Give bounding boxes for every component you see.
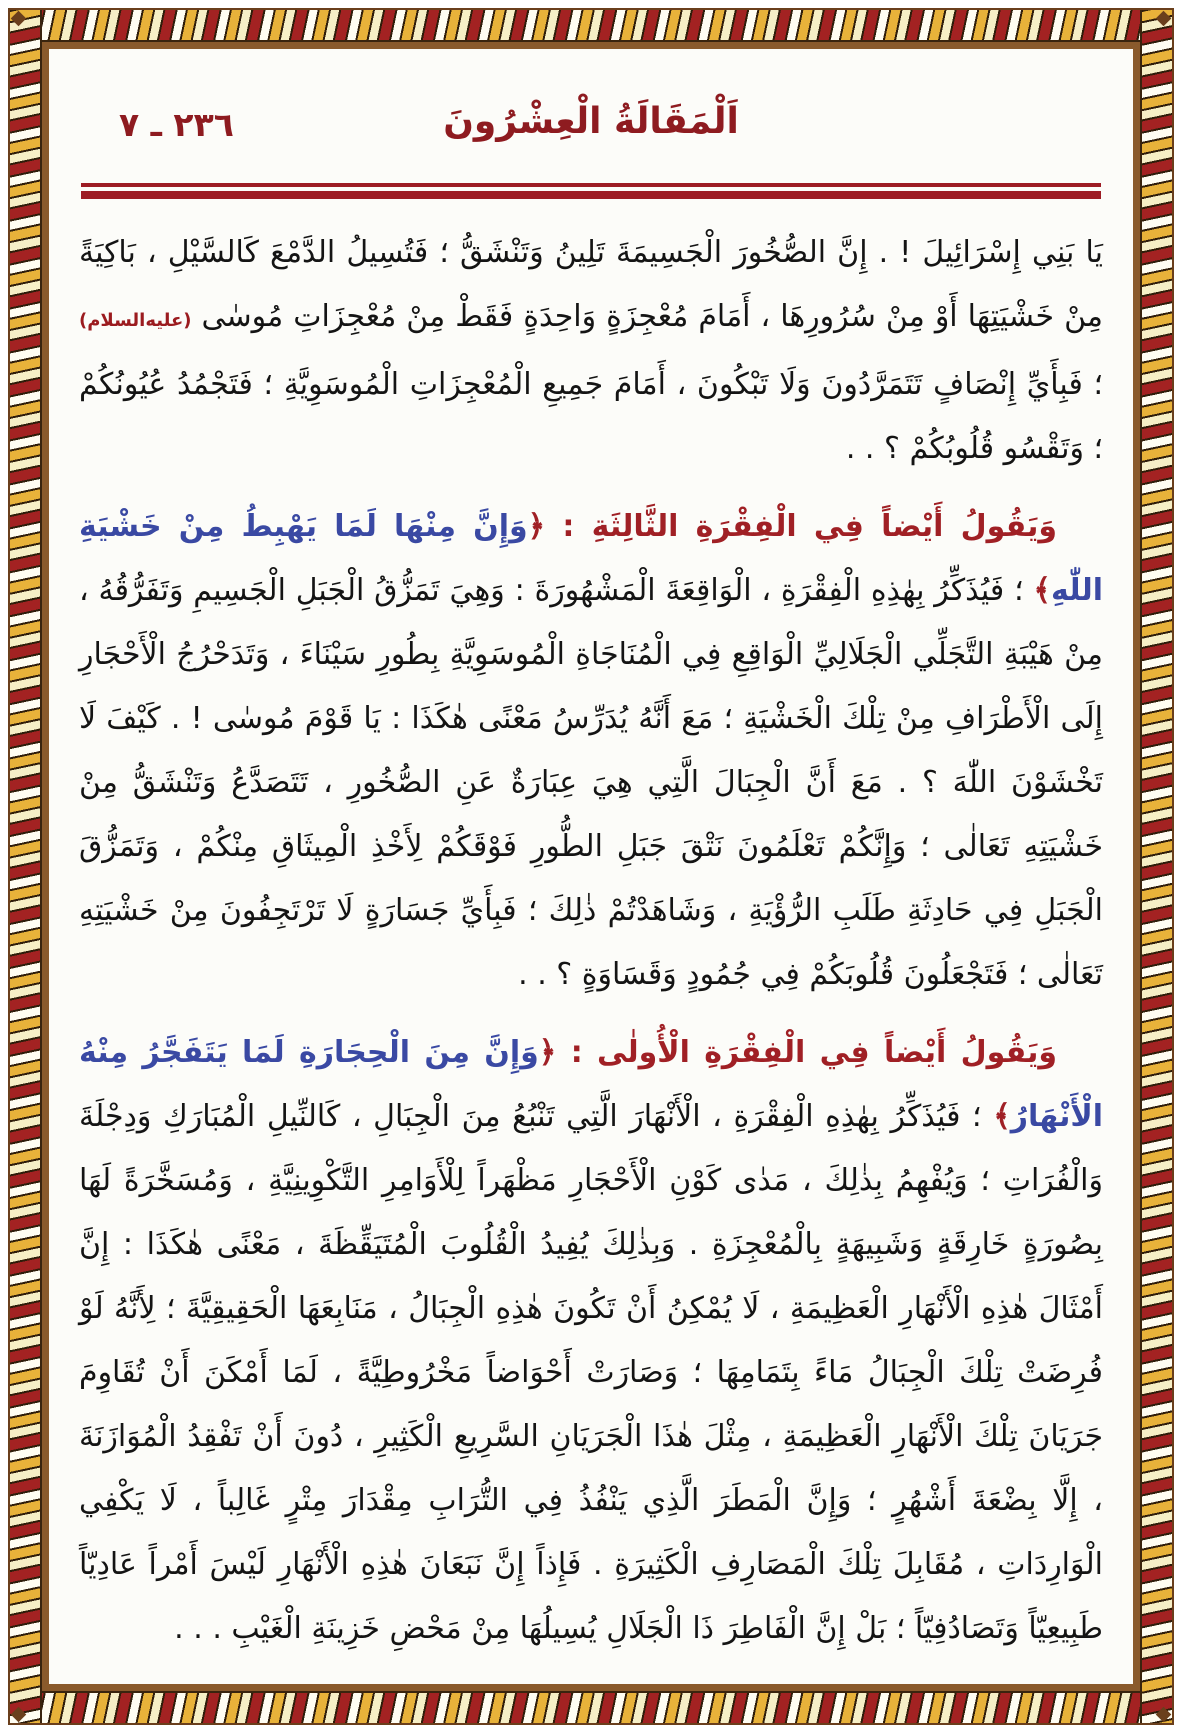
- text-segment: ؛ فَبِأَيِّ إِنْصَافٍ تَتَمَرَّدُونَ وَلَا تَبْكُونَ ، أَمَامَ جَمِيعِ الْمُعْجِزَاتِ الْمُوسَوِيَّةِ ؛ فَتَجْمُدُ عُيُونُكُمْ ؛ وَتَقْسُو قُلُوبُكُمْ ؟ . .: [79, 367, 1103, 466]
- frame-chain-bottom: [10, 1691, 1172, 1723]
- frame-chain-top: [10, 10, 1172, 42]
- quran-bracket: ﴿: [527, 509, 546, 544]
- section-lead: وَيَقُولُ أَيْضاً فِي الْفِقْرَةِ الثَّالِثَةِ :: [545, 509, 1057, 544]
- page-content: [49, 49, 1133, 1661]
- frame-chain-left: [10, 10, 42, 1723]
- section-lead: وَيَقُولُ أَيْضاً فِي الْفِقْرَةِ الْأُولٰى :: [556, 1035, 1057, 1070]
- page-number: ٢٣٦ ـ ٧: [119, 105, 234, 144]
- page-header: [79, 83, 1103, 175]
- quran-verse: وَإِنَّ مِنَ الْحِجَارَةِ لَمَا يَتَفَجَّرُ مِنْهُ الْأَنْهَارُ: [79, 1035, 1103, 1134]
- paragraph: [79, 1021, 1103, 1661]
- page-sheet: [42, 42, 1140, 1691]
- text-segment: ؛ فَيُذَكِّرُ بِهٰذِهِ الْفِقْرَةِ ، الْوَاقِعَةَ الْمَشْهُورَةَ : وَهِيَ تَمَزُّقُ الْجَبَلِ الْجَسِيمِ وَتَفَرُّقُهُ ، مِنْ هَيْبَةِ التَّجَلِّي الْجَلَالِيِّ الْوَاقِعِ فِي الْمُنَاجَاةِ الْمُوسَوِيَّةِ بِطُورِ سَيْنَاءَ ، وَتَدَحْرُجُ الْأَحْجَارِ إِلَى الْأَطْرَافِ مِنْ تِلْكَ الْخَشْيَةِ ؛ مَعَ أَنَّهُ يُدَرِّسُ مَعْنًى هٰكَذَا : يَا قَوْمَ مُوسٰى ! . كَيْفَ لَا تَخْشَوْنَ اللّٰهَ ؟ . مَعَ أَنَّ الْجِبَالَ الَّتِي هِيَ عِبَارَةٌ عَنِ الصُّخُورِ ، تَتَصَدَّعُ وَتَنْشَقُّ مِنْ خَشْيَتِهِ تَعَالٰى ؛ وَإِنَّكُمْ تَعْلَمُونَ نَتْقَ جَبَلِ الطُّورِ فَوْقَكُمْ لِأَخْذِ الْمِيثَاقِ مِنْكُمْ ، وَتَمَزُّقَ الْجَبَلِ فِي حَادِثَةِ طَلَبِ الرُّؤْيَةِ ، وَشَاهَدْتُمْ ذٰلِكَ ؛ فَبِأَيِّ جَسَارَةٍ لَا تَرْتَجِفُونَ مِنْ خَشْيَتِهِ تَعَالٰى ؛ فَتَجْعَلُونَ قُلُوبَكُمْ فِي جُمُودٍ وَقَسَاوَةٍ ؟ . .: [79, 573, 1103, 992]
- header-rule-thick: [81, 191, 1101, 199]
- frame-chain-right: [1140, 10, 1172, 1723]
- paragraph: [79, 221, 1103, 481]
- text-segment: يَا بَنِي إِسْرَائِيلَ ! . إِنَّ الصُّخُورَ الْجَسِيمَةَ تَلِينُ وَتَنْشَقُّ ؛ فَتُسِيلُ الدَّمْعَ كَالسَّيْلِ ، بَاكِيَةً مِنْ خَشْيَتِهَا أَوْ مِنْ سُرُورِهَا ، أَمَامَ مُعْجِزَةٍ وَاحِدَةٍ فَقَطْ مِنْ مُعْجِزَاتِ مُوسٰى: [79, 235, 1103, 334]
- paragraph: [79, 495, 1103, 1007]
- header-rule: [81, 183, 1101, 199]
- body-text: [79, 221, 1103, 1661]
- quran-bracket: ﴿: [538, 1035, 557, 1070]
- text-segment: ؛ فَيُذَكِّرُ بِهٰذِهِ الْفِقْرَةِ ، الْأَنْهَارَ الَّتِي تَنْبُعُ مِنَ الْجِبَالِ ، كَالنِّيلِ الْمُبَارَكِ وَدِجْلَةَ وَالْفُرَاتِ ؛ وَيُفْهِمُ بِذٰلِكَ ، مَدٰى كَوْنِ الْأَحْجَارِ مَظْهَراً لِلْأَوَامِرِ التَّكْوِينِيَّةِ ، وَمُسَخَّرَةً لَهَا بِصُورَةٍ خَارِقَةٍ وَشَبِيهَةٍ بِالْمُعْجِزَةِ . وَبِذٰلِكَ يُفِيدُ الْقُلُوبَ الْمُتَيَقِّظَةَ ، مَعْنًى هٰكَذَا : إِنَّ أَمْثَالَ هٰذِهِ الْأَنْهَارِ الْعَظِيمَةِ ، لَا يُمْكِنُ أَنْ تَكُونَ هٰذِهِ الْجِبَالُ ، مَنَابِعَهَا الْحَقِيقِيَّةَ ؛ لِأَنَّهُ لَوْ فُرِضَتْ تِلْكَ الْجِبَالُ مَاءً بِتَمَامِهَا ؛ وَصَارَتْ أَحْوَاضاً مَخْرُوطِيَّةً ، لَمَا أَمْكَنَ أَنْ تُقَاوِمَ جَرَيَانَ تِلْكَ الْأَنْهَارِ الْعَظِيمَةِ ، مِثْلَ هٰذَا الْجَرَيَانِ السَّرِيعِ الْكَثِيرِ ، دُونَ أَنْ تَفْقِدُ الْمُوَازَنَةَ ، إِلَّا بِضْعَةَ أَشْهُرٍ ؛ وَإِنَّ الْمَطَرَ الَّذِي يَنْفُذُ فِي التُّرَابِ مِقْدَارَ مِتْرٍ غَالِباً ، لَا يَكْفِي الْوَارِدَاتِ ، مُقَابِلَ تِلْكَ الْمَصَارِفِ الْكَثِيرَةِ . فَإِذاً إِنَّ نَبَعَانَ هٰذِهِ الْأَنْهَارِ لَيْسَ أَمْراً عَادِيّاً طَبِيعِيّاً وَتَصَادُفِيّاً ؛ بَلْ إِنَّ الْفَاطِرَ ذَا الْجَلَالِ يُسِيلُهَا مِنْ مَحْضِ خَزِينَةِ الْغَيْبِ . . .: [79, 1099, 1103, 1646]
- quran-bracket: ﴾: [993, 1099, 1011, 1134]
- quran-verse: وَإِنَّ مِنْهَا لَمَا يَهْبِطُ مِنْ خَشْيَةِ اللّٰهِ: [79, 509, 1103, 608]
- decorative-frame: [8, 8, 1174, 1725]
- pbuh-symbol: (عليه‌السلام): [79, 310, 192, 331]
- page-title: اَلْمَقَالَةُ الْعِشْرُونَ: [443, 101, 739, 142]
- quran-bracket: ﴾: [1033, 573, 1051, 608]
